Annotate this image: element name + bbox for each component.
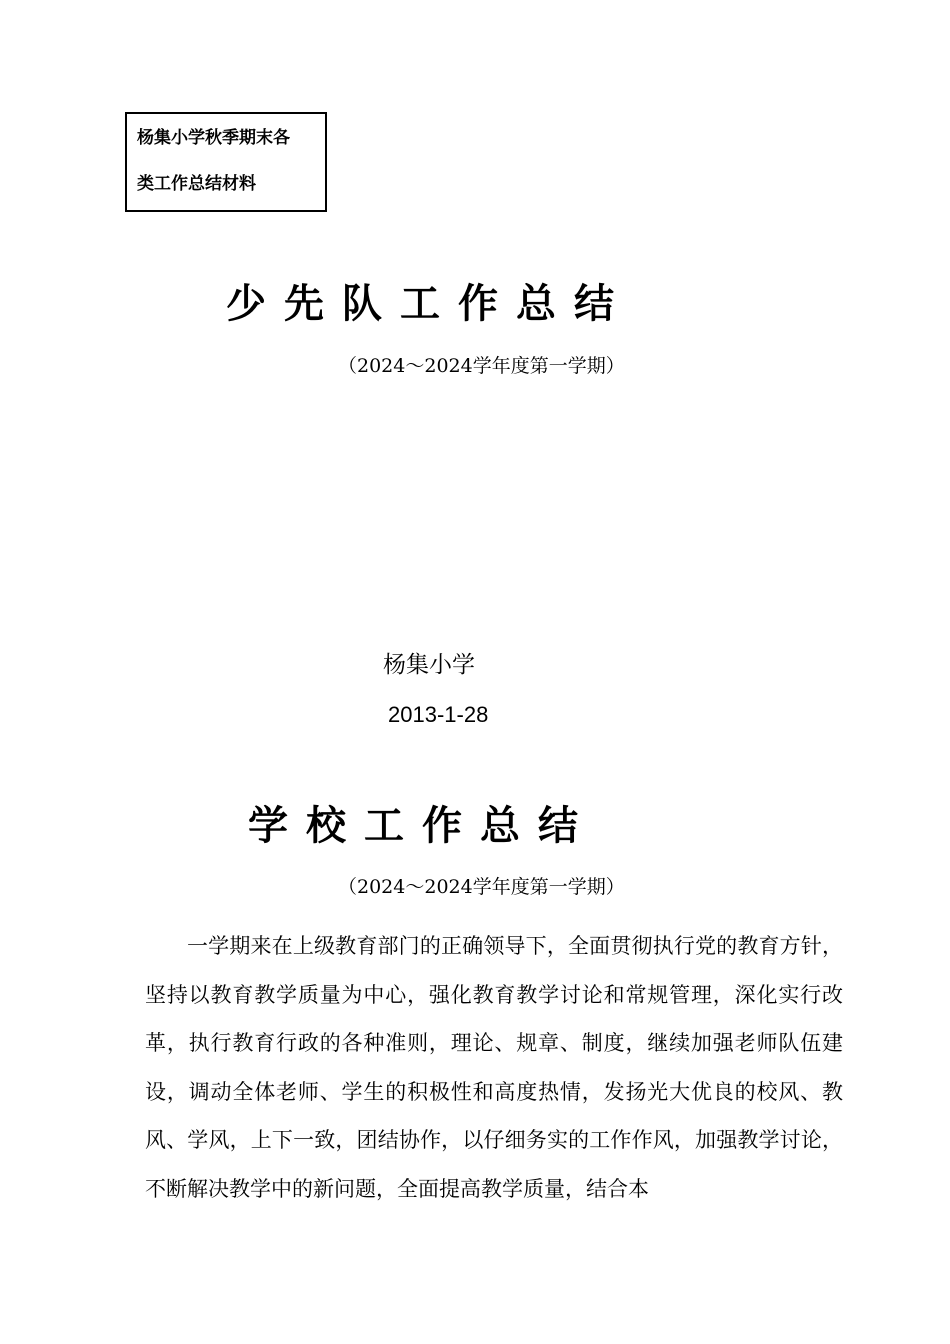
section1-subtitle: （2024～2024学年度第一学期）	[338, 355, 625, 377]
section2-subtitle: （2024～2024学年度第一学期）	[338, 876, 625, 898]
document-label-box	[125, 112, 327, 212]
label-line-1: 杨集小学秋季期末各	[137, 128, 290, 148]
label-line-2: 类工作总结材料	[137, 174, 256, 194]
section2-paragraph: 一学期来在上级教育部门的正确领导下，全面贯彻执行党的教育方针，坚持以教育教学质量为中心，强化教育教学讨论和常规管理，深化实行改革，执行教育行政的各种准则，理论、规章、制度，继续加强老师队伍建设，调动全体老师、学生的积极性和高度热情，发扬光大优良的校风、教风、学风，上下一致，团结协作，以仔细务实的工作作风，加强教学讨论，不断解决教学中的新问题，全面提高教学质量，结合本	[145, 934, 843, 1201]
section1-title: 少先队工作总结	[226, 280, 632, 327]
school-name: 杨集小学	[383, 652, 475, 678]
report-date: 2013-1-28	[388, 702, 489, 727]
section2-title: 学校工作总结	[248, 802, 596, 849]
